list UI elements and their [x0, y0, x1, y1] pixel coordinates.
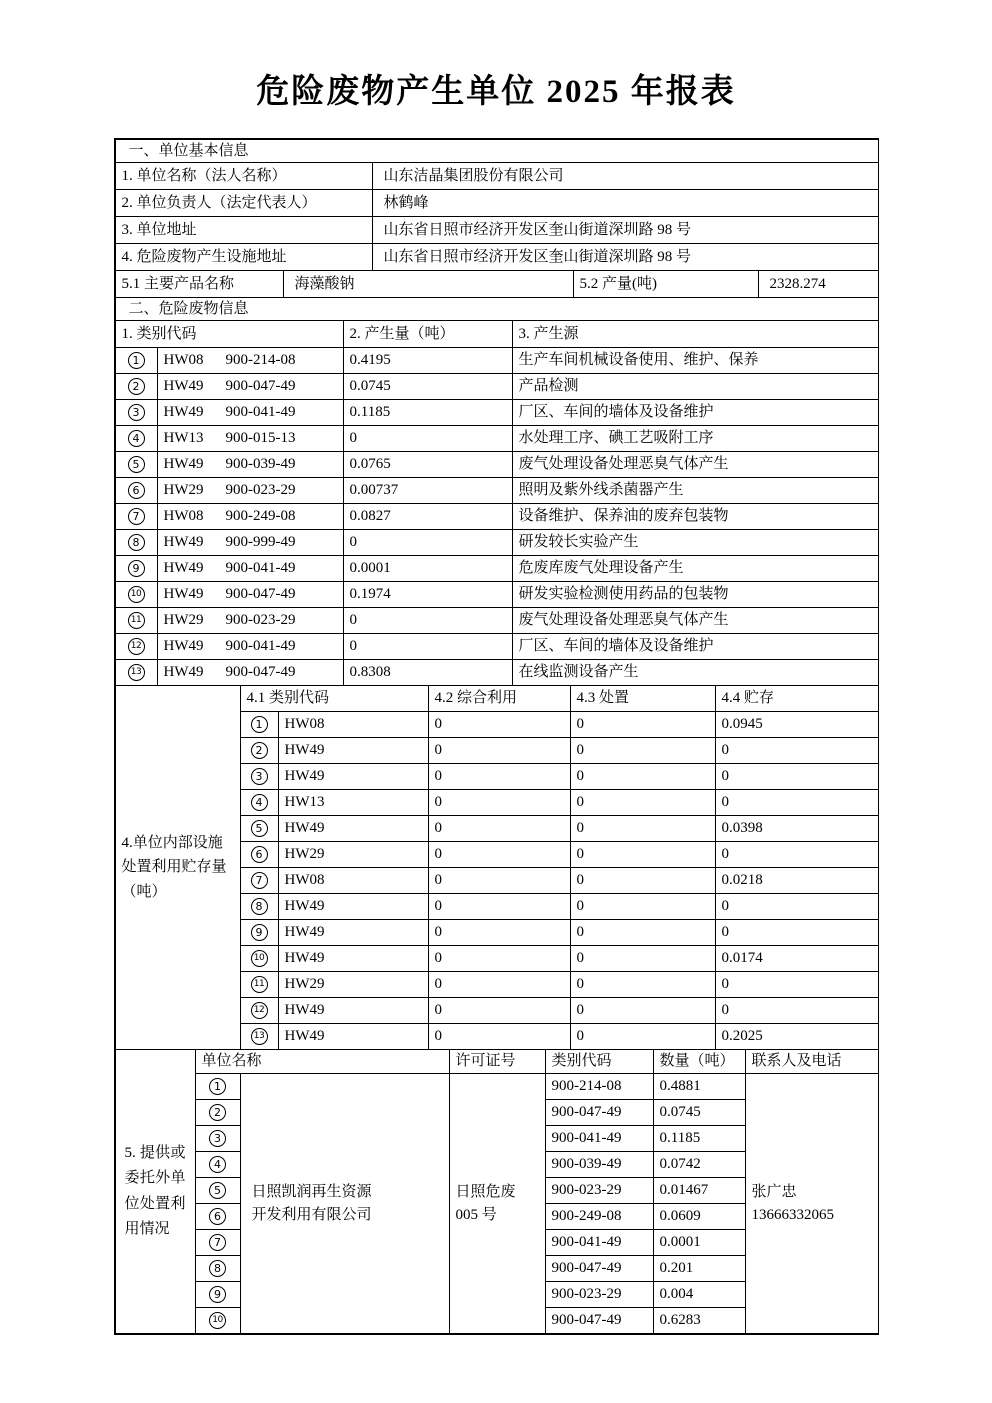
- waste-index-cell: [115, 452, 157, 478]
- internal-code-cell: HW49: [278, 764, 428, 790]
- circled-number: 7: [209, 1234, 226, 1251]
- circled-number: 10: [128, 586, 145, 603]
- waste-row: [115, 348, 878, 374]
- waste-code-cell: [157, 608, 343, 634]
- circled-number: 6: [251, 846, 268, 863]
- circled-number: 3: [251, 768, 268, 785]
- waste-code-cell: [157, 504, 343, 530]
- external-index-cell: [195, 1178, 240, 1204]
- external-index-cell: [195, 1100, 240, 1126]
- external-contact-header: 联系人及电话: [745, 1050, 878, 1074]
- circled-number: 7: [128, 508, 145, 525]
- circled-number: 13: [251, 1028, 268, 1045]
- external-index-cell: [195, 1152, 240, 1178]
- internal-storage-header: 4.4 贮存: [715, 686, 878, 712]
- internal-index-cell: [240, 946, 278, 972]
- external-row: [115, 1074, 878, 1100]
- external-license-header: 许可证号: [449, 1050, 545, 1074]
- hw-type: HW49: [163, 664, 204, 681]
- waste-amount-cell: 0.8308: [343, 660, 512, 686]
- circled-number: 9: [128, 560, 145, 577]
- external-code-cell: 900-047-49: [545, 1256, 653, 1282]
- internal-utilization-cell: 0: [428, 1024, 570, 1050]
- external-code-cell: 900-041-49: [545, 1230, 653, 1256]
- internal-code-cell: HW49: [278, 816, 428, 842]
- internal-storage-cell: 0: [715, 998, 878, 1024]
- waste-code: 900-041-49: [225, 404, 296, 421]
- internal-index-cell: [240, 920, 278, 946]
- external-index-cell: [195, 1126, 240, 1152]
- waste-index-cell: [115, 530, 157, 556]
- hw-type: HW29: [163, 482, 204, 499]
- hw-type: HW49: [163, 586, 204, 603]
- internal-index-cell: [240, 764, 278, 790]
- section2-heading: 二、危险废物信息: [115, 298, 878, 321]
- internal-code-cell: HW13: [278, 790, 428, 816]
- external-code-cell: 900-023-29: [545, 1282, 653, 1308]
- external-index-cell: [195, 1204, 240, 1230]
- internal-utilization-cell: 0: [428, 816, 570, 842]
- waste-row: [115, 426, 878, 452]
- external-amount-cell: 0.4881: [653, 1074, 745, 1100]
- waste-code-cell: [157, 348, 343, 374]
- section4-label: 4.单位内部设施处置利用贮存量（吨）: [115, 686, 240, 1050]
- external-code-cell: 900-023-29: [545, 1178, 653, 1204]
- waste-code: 900-023-29: [225, 612, 296, 629]
- internal-storage-cell: 0: [715, 790, 878, 816]
- waste-amount-cell: 0: [343, 634, 512, 660]
- waste-index-cell: [115, 660, 157, 686]
- circled-number: 2: [128, 378, 145, 395]
- internal-index-cell: [240, 816, 278, 842]
- waste-source-cell: 在线监测设备产生: [512, 660, 878, 686]
- internal-storage-cell: 0.0945: [715, 712, 878, 738]
- internal-header-row: [115, 686, 878, 712]
- waste-header-row: [115, 321, 878, 348]
- circled-number: 4: [209, 1156, 226, 1173]
- internal-storage-cell: 0: [715, 738, 878, 764]
- waste-index-cell: [115, 634, 157, 660]
- external-index-cell: [195, 1230, 240, 1256]
- internal-utilization-header: 4.2 综合利用: [428, 686, 570, 712]
- waste-index-cell: [115, 400, 157, 426]
- internal-storage-cell: 0.2025: [715, 1024, 878, 1050]
- circled-number: 8: [251, 898, 268, 915]
- basic-info-label: 4. 危险废物产生设施地址: [115, 244, 372, 271]
- waste-row: [115, 400, 878, 426]
- waste-code: 900-047-49: [225, 378, 296, 395]
- internal-code-cell: HW49: [278, 738, 428, 764]
- waste-amount-cell: 0.0765: [343, 452, 512, 478]
- waste-row: [115, 374, 878, 400]
- internal-disposal-table: [115, 685, 879, 1050]
- hw-type: HW49: [163, 456, 204, 473]
- circled-number: 3: [209, 1130, 226, 1147]
- hw-type: HW49: [163, 560, 204, 577]
- waste-source-cell: 厂区、车间的墙体及设备维护: [512, 634, 878, 660]
- external-company-name: 日照凯润再生资源开发利用有限公司: [251, 1184, 372, 1223]
- external-license-cell: 日照危废 005 号: [449, 1074, 545, 1334]
- product-name-label: 5.1 主要产品名称: [115, 271, 283, 298]
- waste-row: [115, 608, 878, 634]
- waste-source-cell: 产品检测: [512, 374, 878, 400]
- internal-code-cell: HW49: [278, 920, 428, 946]
- waste-amount-cell: 0: [343, 608, 512, 634]
- external-amount-cell: 0.201: [653, 1256, 745, 1282]
- external-index-cell: [195, 1282, 240, 1308]
- waste-amount-cell: 0.0745: [343, 374, 512, 400]
- waste-source-cell: 生产车间机械设备使用、维护、保养: [512, 348, 878, 374]
- basic-info-value: 山东省日照市经济开发区奎山街道深圳路 98 号: [372, 217, 878, 244]
- hw-type: HW49: [163, 404, 204, 421]
- waste-source-cell: 研发较长实验产生: [512, 530, 878, 556]
- waste-index-cell: [115, 608, 157, 634]
- internal-code-cell: HW08: [278, 868, 428, 894]
- external-code-cell: 900-039-49: [545, 1152, 653, 1178]
- hw-type: HW49: [163, 378, 204, 395]
- external-amount-cell: 0.0609: [653, 1204, 745, 1230]
- internal-storage-cell: 0: [715, 972, 878, 998]
- section2-heading-row: [115, 298, 878, 321]
- external-amount-cell: 0.0742: [653, 1152, 745, 1178]
- basic-info-row: [115, 217, 878, 244]
- waste-code: 900-047-49: [225, 664, 296, 681]
- internal-index-cell: [240, 998, 278, 1024]
- circled-number: 6: [209, 1208, 226, 1225]
- waste-source-cell: 研发实验检测使用药品的包装物: [512, 582, 878, 608]
- basic-info-table: [115, 139, 879, 298]
- waste-row: [115, 634, 878, 660]
- external-company-cell: [240, 1074, 449, 1334]
- waste-row: [115, 452, 878, 478]
- internal-index-cell: [240, 894, 278, 920]
- circled-number: 8: [128, 534, 145, 551]
- contact-person: 张广忠: [751, 1184, 797, 1201]
- waste-source-cell: 水处理工序、碘工艺吸附工序: [512, 426, 878, 452]
- internal-utilization-cell: 0: [428, 790, 570, 816]
- internal-utilization-cell: 0: [428, 738, 570, 764]
- basic-info-value: 林鹤峰: [372, 190, 878, 217]
- internal-storage-cell: 0.0398: [715, 816, 878, 842]
- internal-utilization-cell: 0: [428, 764, 570, 790]
- waste-code: 900-999-49: [225, 534, 296, 551]
- waste-amount-cell: 0.0001: [343, 556, 512, 582]
- section1-heading: 一、单位基本信息: [115, 140, 878, 163]
- internal-disposal-cell: 0: [570, 790, 715, 816]
- circled-number: 12: [251, 1002, 268, 1019]
- waste-row: [115, 478, 878, 504]
- waste-code: 900-039-49: [225, 456, 296, 473]
- waste-source-header: 3. 产生源: [512, 321, 878, 348]
- internal-disposal-cell: 0: [570, 842, 715, 868]
- waste-index-cell: [115, 582, 157, 608]
- waste-index-cell: [115, 556, 157, 582]
- circled-number: 5: [128, 456, 145, 473]
- internal-utilization-cell: 0: [428, 972, 570, 998]
- hw-type: HW49: [163, 534, 204, 551]
- internal-index-cell: [240, 712, 278, 738]
- basic-info-label: 1. 单位名称（法人名称）: [115, 163, 372, 190]
- internal-disposal-cell: 0: [570, 946, 715, 972]
- page-title: 危险废物产生单位 2025 年报表: [256, 74, 736, 110]
- waste-code-header: 1. 类别代码: [115, 321, 343, 348]
- internal-utilization-cell: 0: [428, 920, 570, 946]
- waste-code: 900-214-08: [225, 352, 296, 369]
- waste-row: [115, 660, 878, 686]
- internal-disposal-cell: 0: [570, 712, 715, 738]
- waste-code: 900-015-13: [225, 430, 296, 447]
- external-amount-cell: 0.0745: [653, 1100, 745, 1126]
- hw-type: HW13: [163, 430, 204, 447]
- internal-index-cell: [240, 790, 278, 816]
- section5-label: 5. 提供或委托外单位处置利用情况: [115, 1050, 195, 1334]
- circled-number: 1: [209, 1078, 226, 1095]
- circled-number: 11: [251, 976, 268, 993]
- waste-row: [115, 530, 878, 556]
- waste-code-cell: [157, 582, 343, 608]
- waste-index-cell: [115, 478, 157, 504]
- circled-number: 2: [209, 1104, 226, 1121]
- circled-number: 9: [251, 924, 268, 941]
- circled-number: 1: [251, 716, 268, 733]
- waste-index-cell: [115, 426, 157, 452]
- circled-number: 10: [209, 1312, 226, 1329]
- external-code-cell: 900-047-49: [545, 1100, 653, 1126]
- waste-source-cell: 危废库废气处理设备产生: [512, 556, 878, 582]
- circled-number: 4: [128, 430, 145, 447]
- internal-storage-cell: 0.0218: [715, 868, 878, 894]
- hw-type: HW08: [163, 508, 204, 525]
- waste-index-cell: [115, 348, 157, 374]
- internal-code-cell: HW29: [278, 972, 428, 998]
- internal-storage-cell: 0: [715, 764, 878, 790]
- internal-storage-cell: 0: [715, 842, 878, 868]
- internal-disposal-cell: 0: [570, 738, 715, 764]
- contact-phone: 13666332065: [751, 1206, 835, 1223]
- external-company-header: 单位名称: [195, 1050, 449, 1074]
- basic-info-value: 山东省日照市经济开发区奎山街道深圳路 98 号: [372, 244, 878, 271]
- circled-number: 9: [209, 1286, 226, 1303]
- waste-code: 900-041-49: [225, 560, 296, 577]
- waste-row: [115, 556, 878, 582]
- internal-code-header: 4.1 类别代码: [240, 686, 428, 712]
- waste-code-cell: [157, 478, 343, 504]
- internal-disposal-cell: 0: [570, 868, 715, 894]
- internal-utilization-cell: 0: [428, 712, 570, 738]
- external-amount-cell: 0.6283: [653, 1308, 745, 1334]
- external-code-cell: 900-047-49: [545, 1308, 653, 1334]
- external-amount-header: 数量（吨）: [653, 1050, 745, 1074]
- internal-disposal-cell: 0: [570, 816, 715, 842]
- internal-utilization-cell: 0: [428, 868, 570, 894]
- waste-amount-cell: 0: [343, 530, 512, 556]
- waste-source-cell: 厂区、车间的墙体及设备维护: [512, 400, 878, 426]
- external-amount-cell: 0.1185: [653, 1126, 745, 1152]
- internal-utilization-cell: 0: [428, 842, 570, 868]
- circled-number: 12: [128, 638, 145, 655]
- internal-code-cell: HW29: [278, 842, 428, 868]
- waste-amount-cell: 0: [343, 426, 512, 452]
- basic-info-label: 2. 单位负责人（法定代表人）: [115, 190, 372, 217]
- hw-type: HW29: [163, 612, 204, 629]
- waste-row: [115, 504, 878, 530]
- product-name-value: 海藻酸钠: [283, 271, 573, 298]
- waste-amount-cell: 0.1185: [343, 400, 512, 426]
- internal-utilization-cell: 0: [428, 894, 570, 920]
- waste-amount-header: 2. 产生量（吨）: [343, 321, 512, 348]
- circled-number: 5: [251, 820, 268, 837]
- waste-source-cell: 废气处理设备处理恶臭气体产生: [512, 608, 878, 634]
- external-index-cell: [195, 1074, 240, 1100]
- basic-info-value: 山东洁晶集团股份有限公司: [372, 163, 878, 190]
- internal-index-cell: [240, 1024, 278, 1050]
- internal-code-cell: HW49: [278, 946, 428, 972]
- circled-number: 1: [128, 352, 145, 369]
- waste-source-cell: 照明及紫外线杀菌器产生: [512, 478, 878, 504]
- waste-amount-cell: 0.00737: [343, 478, 512, 504]
- external-code-header: 类别代码: [545, 1050, 653, 1074]
- external-code-cell: 900-041-49: [545, 1126, 653, 1152]
- waste-row: [115, 582, 878, 608]
- internal-disposal-header: 4.3 处置: [570, 686, 715, 712]
- internal-utilization-cell: 0: [428, 946, 570, 972]
- waste-source-cell: 设备维护、保养油的废弃包装物: [512, 504, 878, 530]
- external-code-cell: 900-249-08: [545, 1204, 653, 1230]
- external-contact-cell: [745, 1074, 878, 1334]
- external-index-cell: [195, 1256, 240, 1282]
- waste-source-cell: 废气处理设备处理恶臭气体产生: [512, 452, 878, 478]
- waste-code: 900-041-49: [225, 638, 296, 655]
- product-output-label: 5.2 产量(吨): [573, 271, 758, 298]
- waste-index-cell: [115, 504, 157, 530]
- internal-disposal-cell: 0: [570, 764, 715, 790]
- waste-index-cell: [115, 374, 157, 400]
- waste-code-cell: [157, 374, 343, 400]
- waste-code-cell: [157, 634, 343, 660]
- basic-info-label: 3. 单位地址: [115, 217, 372, 244]
- waste-code: 900-047-49: [225, 586, 296, 603]
- internal-code-cell: HW08: [278, 712, 428, 738]
- waste-code-cell: [157, 556, 343, 582]
- circled-number: 10: [251, 950, 268, 967]
- internal-disposal-cell: 0: [570, 998, 715, 1024]
- basic-info-row: [115, 163, 878, 190]
- external-index-cell: [195, 1308, 240, 1334]
- internal-index-cell: [240, 738, 278, 764]
- circled-number: 13: [128, 664, 145, 681]
- hw-type: HW08: [163, 352, 204, 369]
- circled-number: 6: [128, 482, 145, 499]
- internal-storage-cell: 0: [715, 920, 878, 946]
- internal-disposal-cell: 0: [570, 972, 715, 998]
- waste-code: 900-249-08: [225, 508, 296, 525]
- internal-code-cell: HW49: [278, 1024, 428, 1050]
- external-header-row: [115, 1050, 878, 1074]
- circled-number: 8: [209, 1260, 226, 1277]
- waste-amount-cell: 0.4195: [343, 348, 512, 374]
- circled-number: 7: [251, 872, 268, 889]
- external-amount-cell: 0.01467: [653, 1178, 745, 1204]
- external-disposal-table: [115, 1049, 879, 1334]
- product-row: [115, 271, 878, 298]
- basic-info-row: [115, 244, 878, 271]
- waste-amount-cell: 0.0827: [343, 504, 512, 530]
- waste-code-cell: [157, 452, 343, 478]
- internal-storage-cell: 0: [715, 894, 878, 920]
- section1-heading-row: [115, 140, 878, 163]
- waste-code-cell: [157, 660, 343, 686]
- waste-code-cell: [157, 530, 343, 556]
- waste-code-cell: [157, 400, 343, 426]
- hw-type: HW49: [163, 638, 204, 655]
- product-output-value: 2328.274: [758, 271, 878, 298]
- internal-disposal-cell: 0: [570, 894, 715, 920]
- waste-amount-cell: 0.1974: [343, 582, 512, 608]
- internal-index-cell: [240, 972, 278, 998]
- external-amount-cell: 0.0001: [653, 1230, 745, 1256]
- circled-number: 4: [251, 794, 268, 811]
- internal-disposal-cell: 0: [570, 1024, 715, 1050]
- waste-info-table: [115, 297, 879, 686]
- waste-code: 900-023-29: [225, 482, 296, 499]
- internal-code-cell: HW49: [278, 894, 428, 920]
- circled-number: 2: [251, 742, 268, 759]
- report-form: [114, 138, 879, 1335]
- internal-disposal-cell: 0: [570, 920, 715, 946]
- internal-storage-cell: 0.0174: [715, 946, 878, 972]
- circled-number: 11: [128, 612, 145, 629]
- internal-code-cell: HW49: [278, 998, 428, 1024]
- internal-utilization-cell: 0: [428, 998, 570, 1024]
- external-amount-cell: 0.004: [653, 1282, 745, 1308]
- circled-number: 5: [209, 1182, 226, 1199]
- waste-code-cell: [157, 426, 343, 452]
- internal-index-cell: [240, 842, 278, 868]
- basic-info-row: [115, 190, 878, 217]
- external-code-cell: 900-214-08: [545, 1074, 653, 1100]
- circled-number: 3: [128, 404, 145, 421]
- internal-index-cell: [240, 868, 278, 894]
